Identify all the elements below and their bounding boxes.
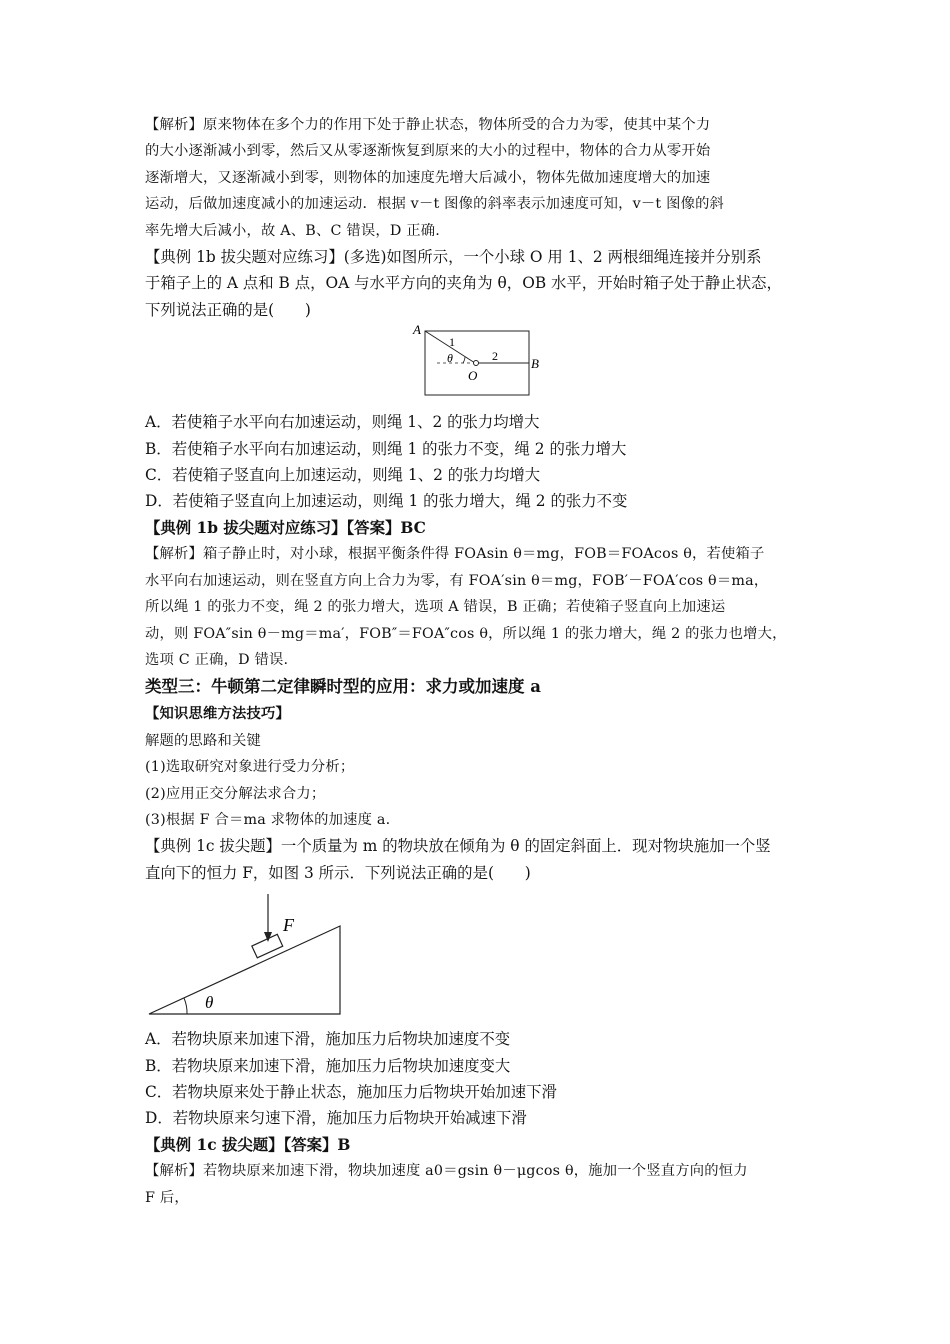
text-line: 【解析】若物块原来加速下滑，物块加速度 a0＝gsin θ－μgcos θ，施加一个竖直方向的恒力 [145,1163,748,1180]
text-line: 水平向右加速运动，则在竖直方向上合力为零，有 FOA′sin θ＝mg，FOB′－FOA′cos θ＝ma， [145,572,769,589]
label-b: B [531,356,539,371]
text-line: 的大小逐渐减小到零，然后又从零逐渐恢复到原来的大小的过程中，物体的合力从零开始 [145,143,711,160]
label-a: A [413,322,421,337]
incline-figure [145,890,350,1020]
text-line: (1)选取研究对象进行受力分析； [145,759,355,776]
text-line: 选项 C 正确，D 错误. [145,651,289,668]
example-1b-analysis [145,541,815,673]
option-a: A．若使箱子水平向右加速运动，则绳 1、2 的张力均增大 [145,413,540,432]
method-title: 【知识思维方法技巧】 [145,706,290,723]
text-line: 【解析】原来物体在多个力的作用下处于静止状态，物体所受的合力为零，使其中某个力 [145,117,711,133]
angle-arc [184,998,187,1014]
example-1c-stem [145,833,815,886]
example-1b-options [145,409,815,515]
example-1c-answer: 【典例 1c 拔尖题】【答案】B [145,1135,351,1154]
text-line: 于箱子上的 A 点和 B 点，OA 与水平方向的夹角为 θ，OB 水平，开始时箱子处于静止状态， [145,274,782,293]
angle-arc [463,357,465,363]
example-1b-answer: 【典例 1b 拔尖题对应练习】【答案】BC [145,518,426,537]
box-rope-figure [405,317,555,402]
example-1c-analysis [145,1158,815,1211]
example-1c-options [145,1026,815,1132]
label-force-f: F [283,915,294,935]
ball-o [474,361,479,366]
text-line: 解题的思路和关键 [145,732,261,749]
text-line: 【典例 1c 拔尖题】一个质量为 m 的物块放在倾角为 θ 的固定斜面上．现对物块施加一个竖 [145,837,771,856]
text-line: 所以绳 1 的张力不变，绳 2 的张力增大，选项 A 错误，B 正确；若使箱子竖直向上加速运 [145,599,726,616]
text-line: F 后， [145,1189,189,1206]
option-c: C．若使箱子竖直向上加速运动，则绳 1、2 的张力均增大 [145,466,541,485]
incline-triangle [149,926,340,1014]
text-line: (2)应用正交分解法求合力； [145,785,326,802]
label-theta: θ [447,351,453,365]
option-d: D．若使箱子竖直向上加速运动，则绳 1 的张力增大，绳 2 的张力不变 [145,492,628,511]
text-line: 直向下的恒力 F，如图 3 所示．下列说法正确的是( ) [145,863,531,882]
text-line: 下列说法正确的是( ) [145,300,311,319]
text-line: (3)根据 F 合＝ma 求物体的加速度 a. [145,811,391,828]
option-d: D．若物块原来匀速下滑，施加压力后物块开始减速下滑 [145,1109,527,1128]
text-line: 【典例 1b 拔尖题对应练习】(多选)如图所示，一个小球 O 用 1、2 两根细绳连接并分别系 [145,248,762,267]
text-line: 运动，后做加速度减小的加速运动．根据 v－t 图像的斜率表示加速度可知，v－t 图像的斜 [145,196,725,213]
analysis-paragraph [145,112,815,244]
label-rope-1: 1 [449,335,455,349]
section-title: 类型三：牛顿第二定律瞬时型的应用：求力或加速度 a [145,677,541,697]
text-line: 【解析】箱子静止时，对小球，根据平衡条件得 FOAsin θ＝mg，FOB＝FOAcos θ，若使箱子 [145,546,765,563]
text-line: 率先增大后减小，故 A、B、C 错误，D 正确. [145,222,440,239]
text-line: 动，则 FOA″sin θ－mg＝ma′，FOB″＝FOA″cos θ，所以绳 1 的张力增大，绳 2 的张力也增大， [145,625,787,642]
example-1b-stem [145,244,815,323]
option-b: B．若使箱子水平向右加速运动，则绳 1 的张力不变，绳 2 的张力增大 [145,439,627,458]
label-theta: θ [205,993,214,1012]
label-rope-2: 2 [492,349,498,363]
text-line: 逐渐增大，又逐渐减小到零，则物体的加速度先增大后减小，物体先做加速度增大的加速 [145,169,711,186]
option-c: C．若物块原来处于静止状态，施加压力后物块开始加速下滑 [145,1082,557,1101]
label-o: O [468,368,478,383]
document-page [145,112,815,1211]
option-a: A．若物块原来加速下滑，施加压力后物块加速度不变 [145,1030,511,1049]
option-b: B．若物块原来加速下滑，施加压力后物块加速度变大 [145,1056,511,1075]
